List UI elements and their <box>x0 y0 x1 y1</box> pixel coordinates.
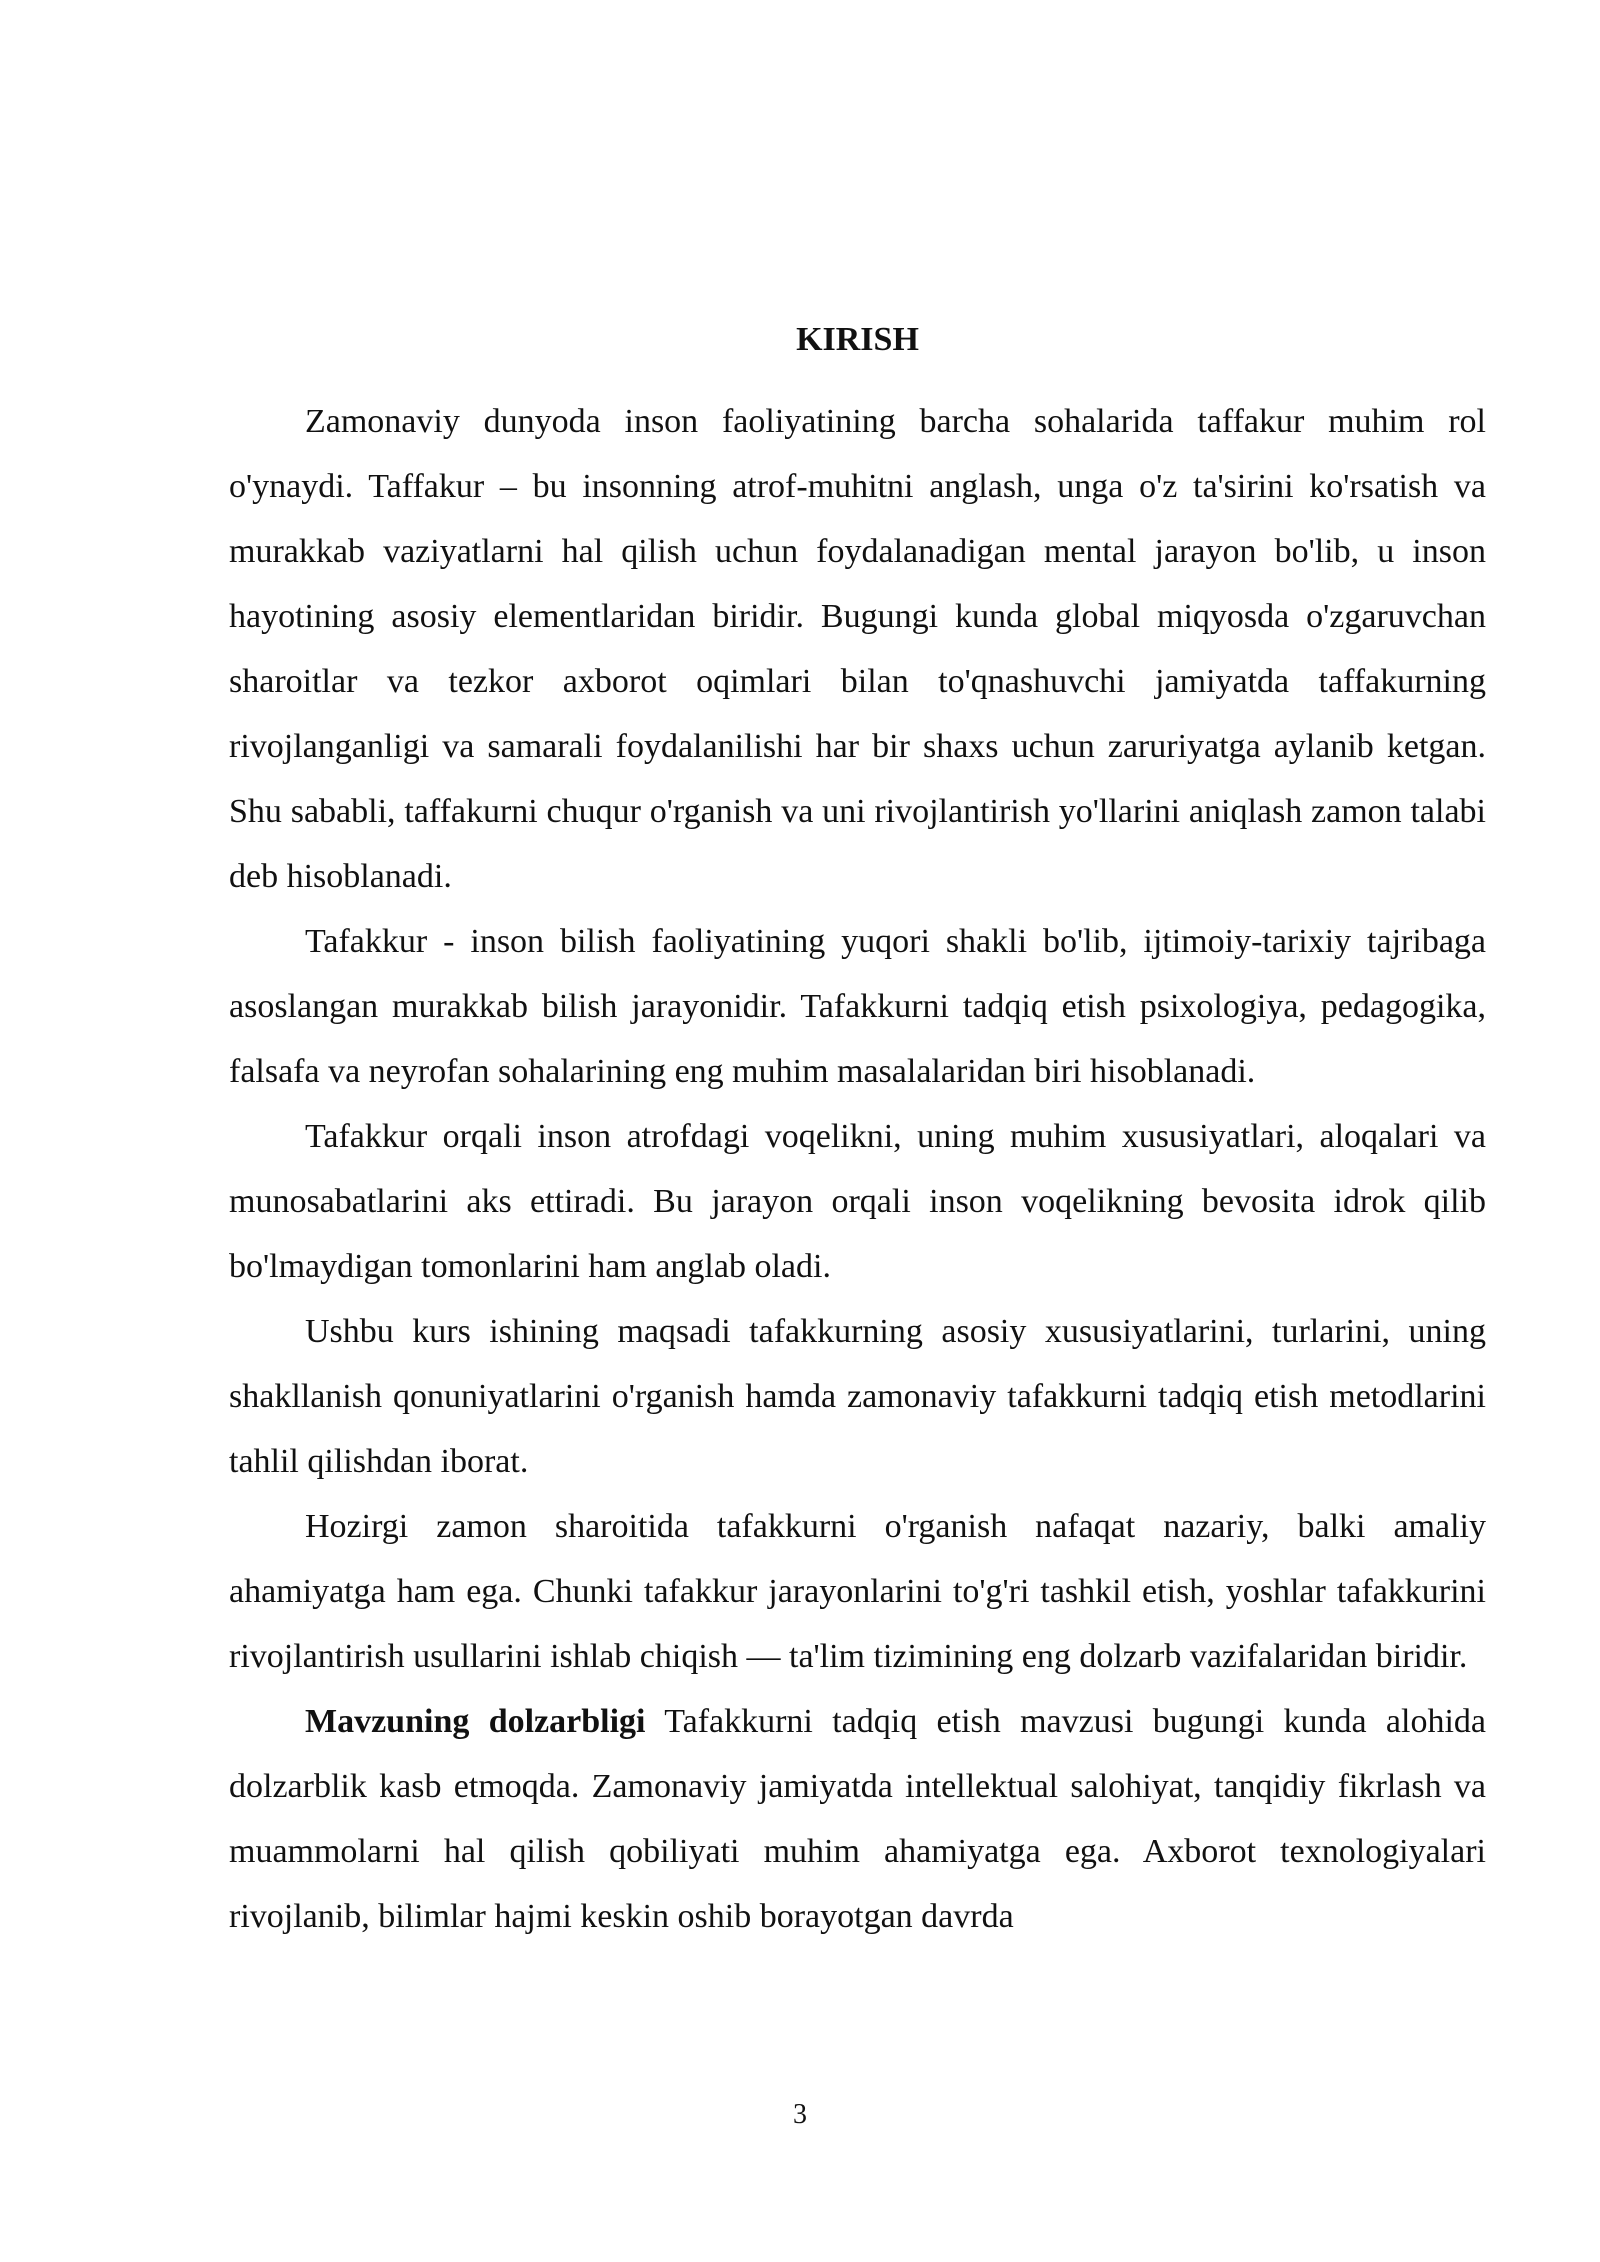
paragraph-6-text: Tafakkurni tadqiq etish mavzusi bugungi kunda alohida dolzarblik kasb etmoqda. Zamonaviy jamiyatda intellektual salohiyat, tanqidiy fikrlash va muammolarni hal qilish qobiliyati muhim ahamiyatga ega. Axborot texnologiyalari rivojlanib, bilimlar hajmi keskin oshib borayotgan davrda <box>229 1703 1487 1935</box>
page-number: 3 <box>793 2099 807 2130</box>
paragraph-1 <box>229 389 1486 909</box>
paragraph-2 <box>229 909 1486 1104</box>
body-text <box>229 389 1486 1949</box>
section-heading: KIRISH <box>796 321 919 358</box>
paragraph-1-text: Zamonaviy dunyoda inson faoliyatining barcha sohalarida taffakur muhim rol o'ynaydi. Taffakur – bu insonning atrof-muhitni anglash, unga o'z ta'sirini ko'rsatish va murakkab vaziyatlarni hal qilish uchun foydalanadigan mental jarayon bo'lib, u inson hayotining asosiy elementlaridan biridir. Bugungi kunda global miqyosda o'zgaruvchan sharoitlar va tezkor axborot oqimlari bilan to'qnashuvchi jamiyatda taffakurning rivojlanganligi va samarali foydalanilishi har bir shaxs uchun zaruriyatga aylanib ketgan. Shu sababli, taffakurni chuqur o'rganish va uni rivojlantirish yo'llarini aniqlash zamon talabi deb hisoblanadi. <box>229 403 1486 895</box>
paragraph-4-text: Ushbu kurs ishining maqsadi tafakkurning asosiy xususiyatlarini, turlarini, uning shakllanish qonuniyatlarini o'rganish hamda zamonaviy tafakkurni tadqiq etish metodlarini tahlil qilishdan iborat. <box>229 1313 1486 1480</box>
paragraph-3-text: Tafakkur orqali inson atrofdagi voqelikni, uning muhim xususiyatlari, aloqalari va munosabatlarini aks ettiradi. Bu jarayon orqali inson voqelikning bevosita idrok qilib bo'lmaydigan tomonlarini ham anglab oladi. <box>229 1118 1486 1285</box>
paragraph-3 <box>229 1104 1486 1299</box>
paragraph-5-text: Hozirgi zamon sharoitida tafakkurni o'rganish nafaqat nazariy, balki amaliy ahamiyatga ham ega. Chunki tafakkur jarayonlarini to'g'ri tashkil etish, yoshlar tafakkurini rivojlantirish usullarini ishlab chiqish — ta'lim tizimining eng dolzarb vazifalaridan biridir. <box>229 1508 1486 1675</box>
paragraph-5 <box>229 1494 1486 1689</box>
paragraph-4 <box>229 1299 1486 1494</box>
paragraph-6 <box>229 1689 1486 1949</box>
paragraph-6-lead: Mavzuning dolzarbligi <box>305 1703 646 1740</box>
paragraph-2-text: Tafakkur - inson bilish faoliyatining yuqori shakli bo'lib, ijtimoiy-tarixiy tajribaga asoslangan murakkab bilish jarayonidir. Tafakkurni tadqiq etish psixologiya, pedagogika, falsafa va neyrofan sohalarining eng muhim masalalaridan biri hisoblanadi. <box>229 923 1486 1090</box>
